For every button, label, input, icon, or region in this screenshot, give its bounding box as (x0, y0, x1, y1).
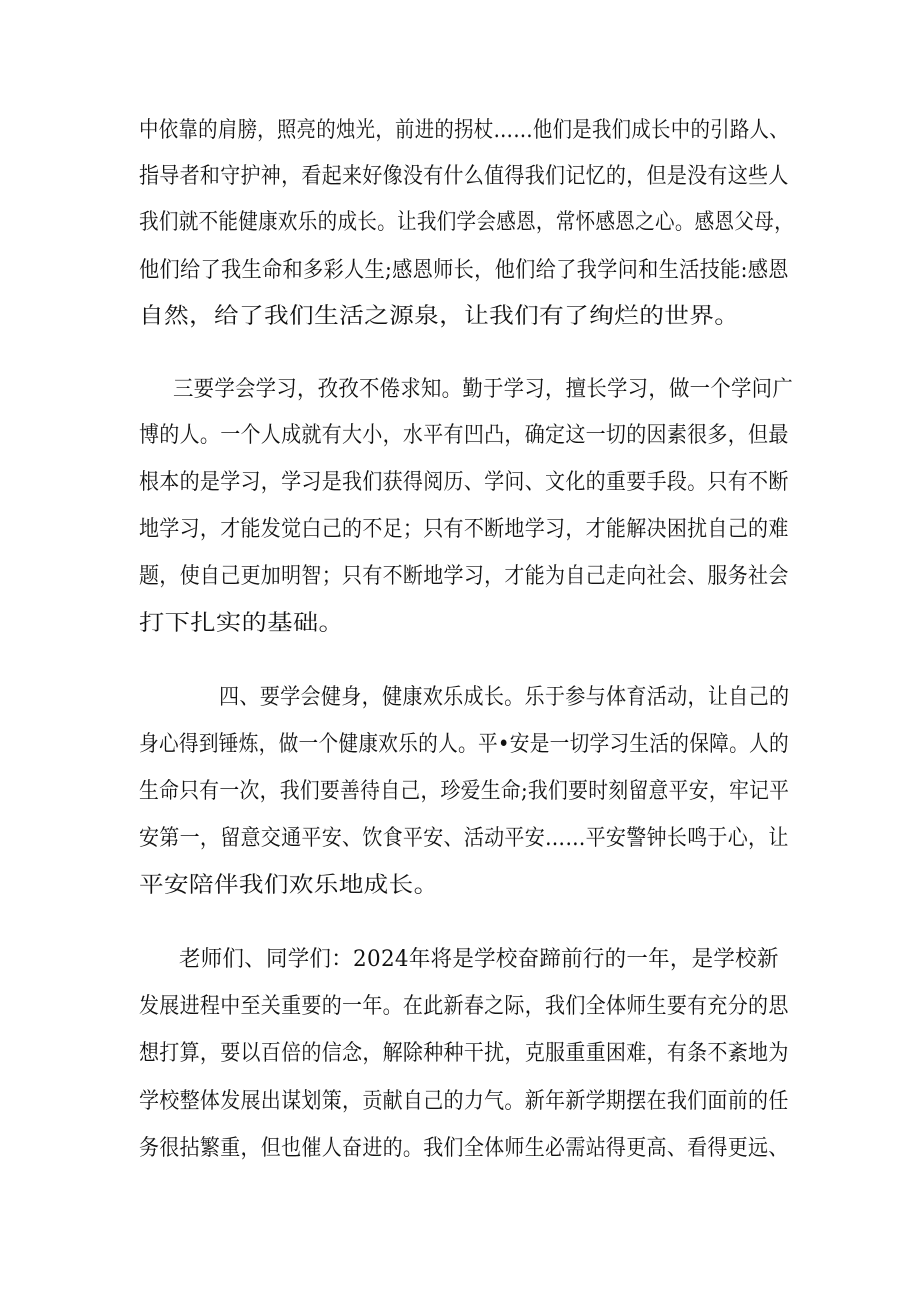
text-line: 指导者和守护神，看起来好像没有什么值得我们记忆的，但是没有这些人 (139, 164, 789, 189)
text-line: 安第一，留意交通平安、饮食平安、活动平安……平安警钟长鸣于心，让 (139, 826, 789, 851)
text-line: 务很拈繁重，但也催人奋进的。我们全体师生必需站得更高、看得更远、 (139, 1136, 789, 1161)
text-line: 根本的是学习，学习是我们获得阅历、学问、文化的重要手段。只有不断 (139, 470, 789, 495)
text-line: 平安陪伴我们欢乐地成长。 (139, 873, 439, 898)
text-line: 生命只有一次，我们要善待自己，珍爱生命;我们要时刻留意平安，牢记平 (139, 779, 790, 804)
text-line: 四、要学会健身，健康欢乐成长。乐于参与体育活动，让自己的 (219, 685, 790, 710)
text-line: 他们给了我生命和多彩人生;感恩师长，他们给了我学问和生活技能:感恩 (139, 258, 789, 283)
text-line: 发展进程中至关重要的一年。在此新春之际，我们全体师生要有充分的思 (139, 994, 789, 1019)
text-line: 题，使自己更加明智；只有不断地学习，才能为自己走向社会、服务社会 (139, 564, 789, 589)
text-line: 自然，给了我们生活之源泉，让我们有了绚烂的世界。 (139, 304, 740, 329)
text-line: 学校整体发展出谋划策，贡献自己的力气。新年新学期摆在我们面前的任 (139, 1089, 789, 1114)
text-line: 三要学会学习，孜孜不倦求知。勤于学习，擅长学习，做一个学问广 (173, 377, 794, 402)
text-line: 老师们、同学们：2024年将是学校奋蹄前行的一年，是学校新 (179, 947, 779, 972)
text-line: 打下扎实的基础。 (139, 611, 345, 636)
text-line: 身心得到锤炼，做一个健康欢乐的人。平•安是一切学习生活的保障。人的 (139, 732, 789, 757)
text-line: 博的人。一个人成就有大小，水平有凹凸，确定这一切的因素很多，但最 (139, 423, 789, 448)
text-line: 中依靠的肩膀，照亮的烛光，前进的拐杖……他们是我们成长中的引路人、 (139, 118, 789, 143)
text-line: 地学习，才能发觉白己的不足；只有不断地学习，才能解决困扰自己的难 (139, 517, 789, 542)
text-line: 我们就不能健康欢乐的成长。让我们学会感恩，常怀感恩之心。感恩父母， (139, 210, 794, 235)
text-line: 想打算，要以百倍的信念，解除种种干扰，克服重重困难，有条不紊地为 (139, 1041, 789, 1066)
